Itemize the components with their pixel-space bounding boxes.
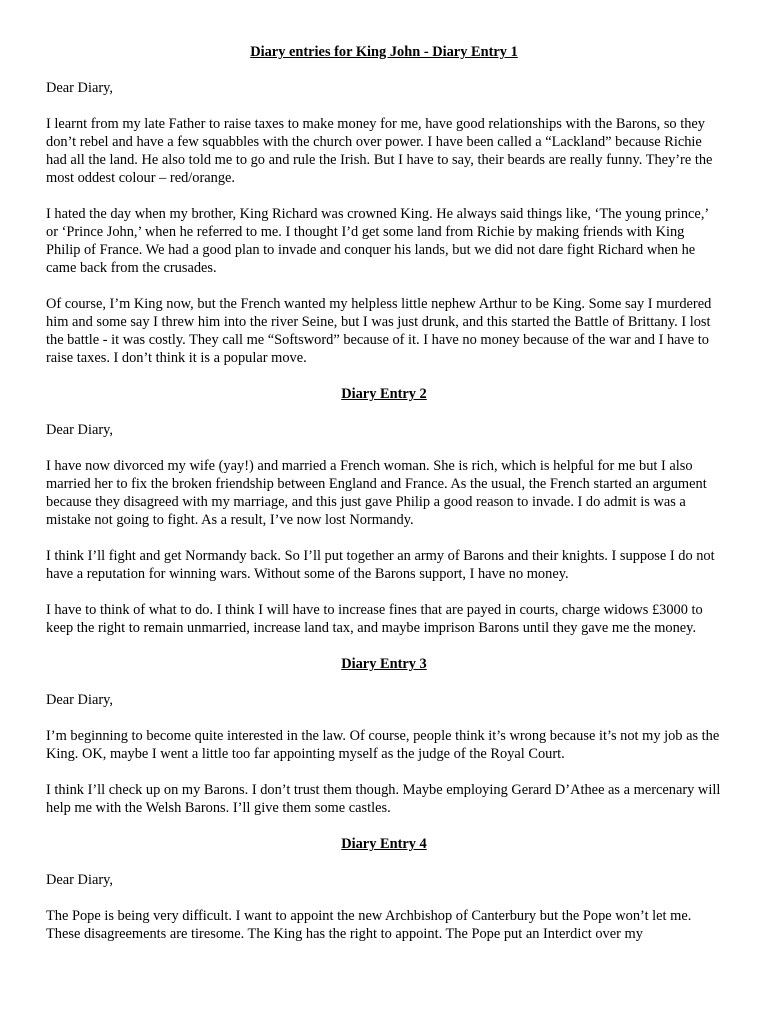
entry-2-paragraph-3: I have to think of what to do. I think I will have to increase fines that are payed in courts, charge widows £3000 to keep the right to remain unmarried, increase land tax, and maybe imprison Barons until they gave me the money.	[46, 602, 703, 636]
entry-3-paragraph-2: I think I’ll check up on my Barons. I don’t trust them though. Maybe employing Gerard D’Athee as a mercenary will help me with the Welsh Barons. I’ll give them some castles.	[46, 782, 721, 816]
entry-4-paragraph-1: The Pope is being very difficult. I want to appoint the new Archbishop of Canterbury but the Pope won’t let me. These disagreements are tiresome. The King has the right to appoint. The Pope put an Interdict over my	[46, 908, 692, 942]
entry-1-greeting: Dear Diary,	[46, 80, 113, 96]
entry-4-greeting: Dear Diary,	[46, 872, 113, 888]
document-title: Diary entries for King John - Diary Entry 1	[250, 44, 518, 60]
entry-2-paragraph-2: I think I’ll fight and get Normandy back. So I’ll put together an army of Barons and their knights. I suppose I do not have a reputation for winning wars. Without some of the Barons support, I have no money.	[46, 548, 715, 582]
entry-1-paragraph-2: I hated the day when my brother, King Richard was crowned King. He always said things like, ‘The young prince,’ or ‘Prince John,’ when he referred to me. I thought I’d get some land from Richie by making friends with King Philip of France. We had a good plan to invade and conquer his lands, but we did not dare fight Richard when he came back from the crusades.	[46, 206, 709, 276]
entry-3-greeting: Dear Diary,	[46, 692, 113, 708]
document-page	[46, 43, 722, 961]
entry-1-paragraph-1: I learnt from my late Father to raise taxes to make money for me, have good relationships with the Barons, so they don’t rebel and have a few squabbles with the church over power. I have been called a “Lackland” because Richie had all the land. He also told me to go and rule the Irish. But I have to say, their beards are really funny. They’re the most oddest colour – red/orange.	[46, 116, 713, 186]
entry-3-paragraph-1: I’m beginning to become quite interested in the law. Of course, people think it’s wrong because it’s not my job as the King. OK, maybe I went a little too far appointing myself as the judge of the Royal Court.	[46, 728, 720, 762]
entry-2-greeting: Dear Diary,	[46, 422, 113, 438]
entry-3-heading: Diary Entry 3	[341, 656, 427, 672]
entry-4-heading: Diary Entry 4	[341, 836, 427, 852]
entry-2-paragraph-1: I have now divorced my wife (yay!) and married a French woman. She is rich, which is helpful for me but I also married her to fix the broken friendship between England and France. As the usual, the French started an argument because they disagreed with my marriage, and this just gave Philip a good reason to invade. I do admit is was a mistake not going to fight. As a result, I’ve now lost Normandy.	[46, 458, 707, 528]
entry-2-heading: Diary Entry 2	[341, 386, 427, 402]
entry-1-paragraph-3: Of course, I’m King now, but the French wanted my helpless little nephew Arthur to be King. Some say I murdered him and some say I threw him into the river Seine, but I was just drunk, and this started the Battle of Brittany. I lost the battle - it was costly. They call me “Softsword” because of it. I have no money because of the war and I have to raise taxes. I don’t think it is a popular move.	[46, 296, 712, 366]
